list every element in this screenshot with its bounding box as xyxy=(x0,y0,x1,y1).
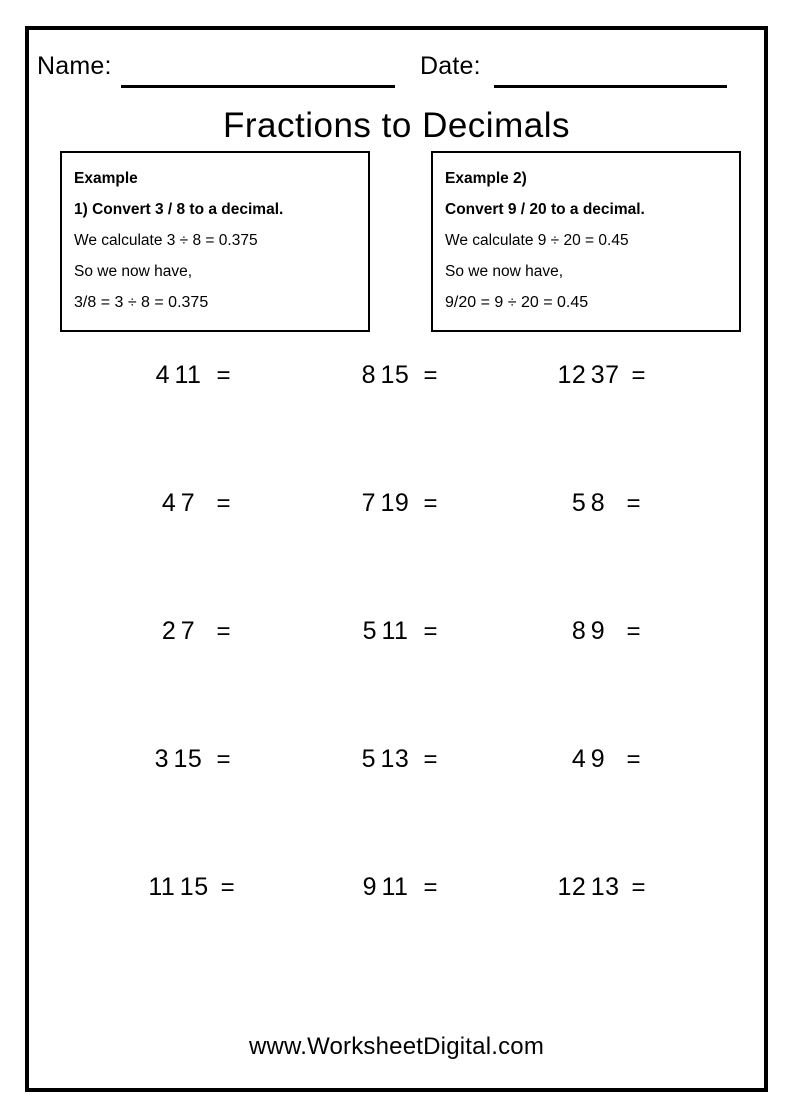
fraction-expression xyxy=(152,488,230,518)
equals-sign: = xyxy=(626,618,641,645)
denominator: 11 xyxy=(381,873,409,901)
equals-sign: = xyxy=(220,874,235,901)
fraction-expression xyxy=(359,488,437,518)
problem-row xyxy=(29,348,764,476)
numerator: 5 xyxy=(361,745,377,773)
fraction-expression xyxy=(557,872,645,902)
numerator: 2 xyxy=(161,617,177,645)
fraction xyxy=(562,616,614,646)
denominator: 15 xyxy=(179,873,209,901)
numerator: 12 xyxy=(557,873,587,901)
numerator: 12 xyxy=(557,361,587,389)
equals-sign: = xyxy=(423,362,438,389)
examples-section xyxy=(60,151,740,332)
fraction-expression xyxy=(359,360,437,390)
page-title: Fractions to Decimals xyxy=(223,106,570,145)
denominator: 9 xyxy=(590,617,606,645)
equals-sign: = xyxy=(631,362,646,389)
denominator: 19 xyxy=(380,489,410,517)
example-1-line-3: 3/8 = 3 ÷ 8 = 0.375 xyxy=(74,294,209,311)
numerator: 8 xyxy=(361,361,377,389)
worksheet-page xyxy=(25,26,768,1092)
denominator: 11 xyxy=(381,617,409,645)
name-date-row xyxy=(37,52,764,92)
problem-item xyxy=(479,348,724,476)
fraction-expression xyxy=(562,616,640,646)
example-2-prompt: Convert 9 / 20 to a decimal. xyxy=(445,201,645,218)
equals-sign: = xyxy=(423,746,438,773)
problem-row xyxy=(29,604,764,732)
example-1-line-2: So we now have, xyxy=(74,263,193,280)
fraction xyxy=(359,488,411,518)
equals-sign: = xyxy=(631,874,646,901)
numerator: 3 xyxy=(154,745,170,773)
fraction xyxy=(557,872,619,902)
problem-row xyxy=(29,476,764,604)
fraction-expression xyxy=(562,744,640,774)
numerator: 7 xyxy=(361,489,377,517)
fraction xyxy=(562,488,614,518)
example-1-prompt: 1) Convert 3 / 8 to a decimal. xyxy=(74,201,284,218)
numerator: 11 xyxy=(148,873,176,901)
example-1-line-1: We calculate 3 ÷ 8 = 0.375 xyxy=(74,232,258,249)
equals-sign: = xyxy=(423,490,438,517)
fraction-expression xyxy=(152,744,230,774)
fraction xyxy=(152,616,204,646)
equals-sign: = xyxy=(626,490,641,517)
fraction xyxy=(359,616,411,646)
name-input-line[interactable] xyxy=(121,85,395,88)
denominator: 15 xyxy=(380,361,410,389)
equals-sign: = xyxy=(216,746,231,773)
problem-item xyxy=(479,604,724,732)
denominator: 7 xyxy=(180,489,196,517)
example-2-line-3: 9/20 = 9 ÷ 20 = 0.45 xyxy=(445,294,589,311)
example-1-heading: Example xyxy=(74,170,138,187)
fraction-expression xyxy=(359,616,437,646)
fraction-expression xyxy=(359,744,437,774)
problem-item xyxy=(479,732,724,860)
fraction-expression xyxy=(148,872,234,902)
denominator: 15 xyxy=(173,745,203,773)
fraction-expression xyxy=(152,616,230,646)
denominator: 13 xyxy=(380,745,410,773)
equals-sign: = xyxy=(216,362,231,389)
fraction-expression xyxy=(152,360,230,390)
fraction xyxy=(152,360,204,390)
example-box-1 xyxy=(60,151,370,332)
example-2-heading: Example 2) xyxy=(445,170,527,187)
problem-item xyxy=(479,476,724,604)
numerator: 4 xyxy=(161,489,177,517)
fraction xyxy=(359,872,411,902)
numerator: 4 xyxy=(571,745,587,773)
equals-sign: = xyxy=(216,618,231,645)
date-label: Date: xyxy=(420,52,481,80)
fraction xyxy=(562,744,614,774)
numerator: 5 xyxy=(362,617,377,645)
fraction xyxy=(148,872,208,902)
problem-item xyxy=(479,860,724,988)
equals-sign: = xyxy=(423,618,438,645)
equals-sign: = xyxy=(626,746,641,773)
fraction-expression xyxy=(562,488,640,518)
problem-row xyxy=(29,860,764,988)
fraction xyxy=(359,360,411,390)
denominator: 8 xyxy=(590,489,606,517)
example-2-line-1: We calculate 9 ÷ 20 = 0.45 xyxy=(445,232,629,249)
example-2-line-2: So we now have, xyxy=(445,263,564,280)
fraction xyxy=(359,744,411,774)
denominator: 9 xyxy=(590,745,606,773)
equals-sign: = xyxy=(423,874,438,901)
footer-url: www.WorksheetDigital.com xyxy=(248,1033,545,1060)
numerator: 4 xyxy=(155,361,170,389)
fraction xyxy=(152,744,204,774)
example-box-2 xyxy=(431,151,741,332)
denominator: 7 xyxy=(180,617,196,645)
problem-grid xyxy=(29,348,764,988)
denominator: 37 xyxy=(590,361,620,389)
fraction xyxy=(557,360,619,390)
fraction xyxy=(152,488,204,518)
fraction-expression xyxy=(557,360,645,390)
numerator: 9 xyxy=(362,873,377,901)
numerator: 8 xyxy=(571,617,587,645)
problem-row xyxy=(29,732,764,860)
denominator: 11 xyxy=(174,361,202,389)
name-label: Name: xyxy=(37,52,112,80)
denominator: 13 xyxy=(590,873,620,901)
fraction-expression xyxy=(359,872,437,902)
date-input-line[interactable] xyxy=(494,85,727,88)
numerator: 5 xyxy=(571,489,587,517)
equals-sign: = xyxy=(216,490,231,517)
